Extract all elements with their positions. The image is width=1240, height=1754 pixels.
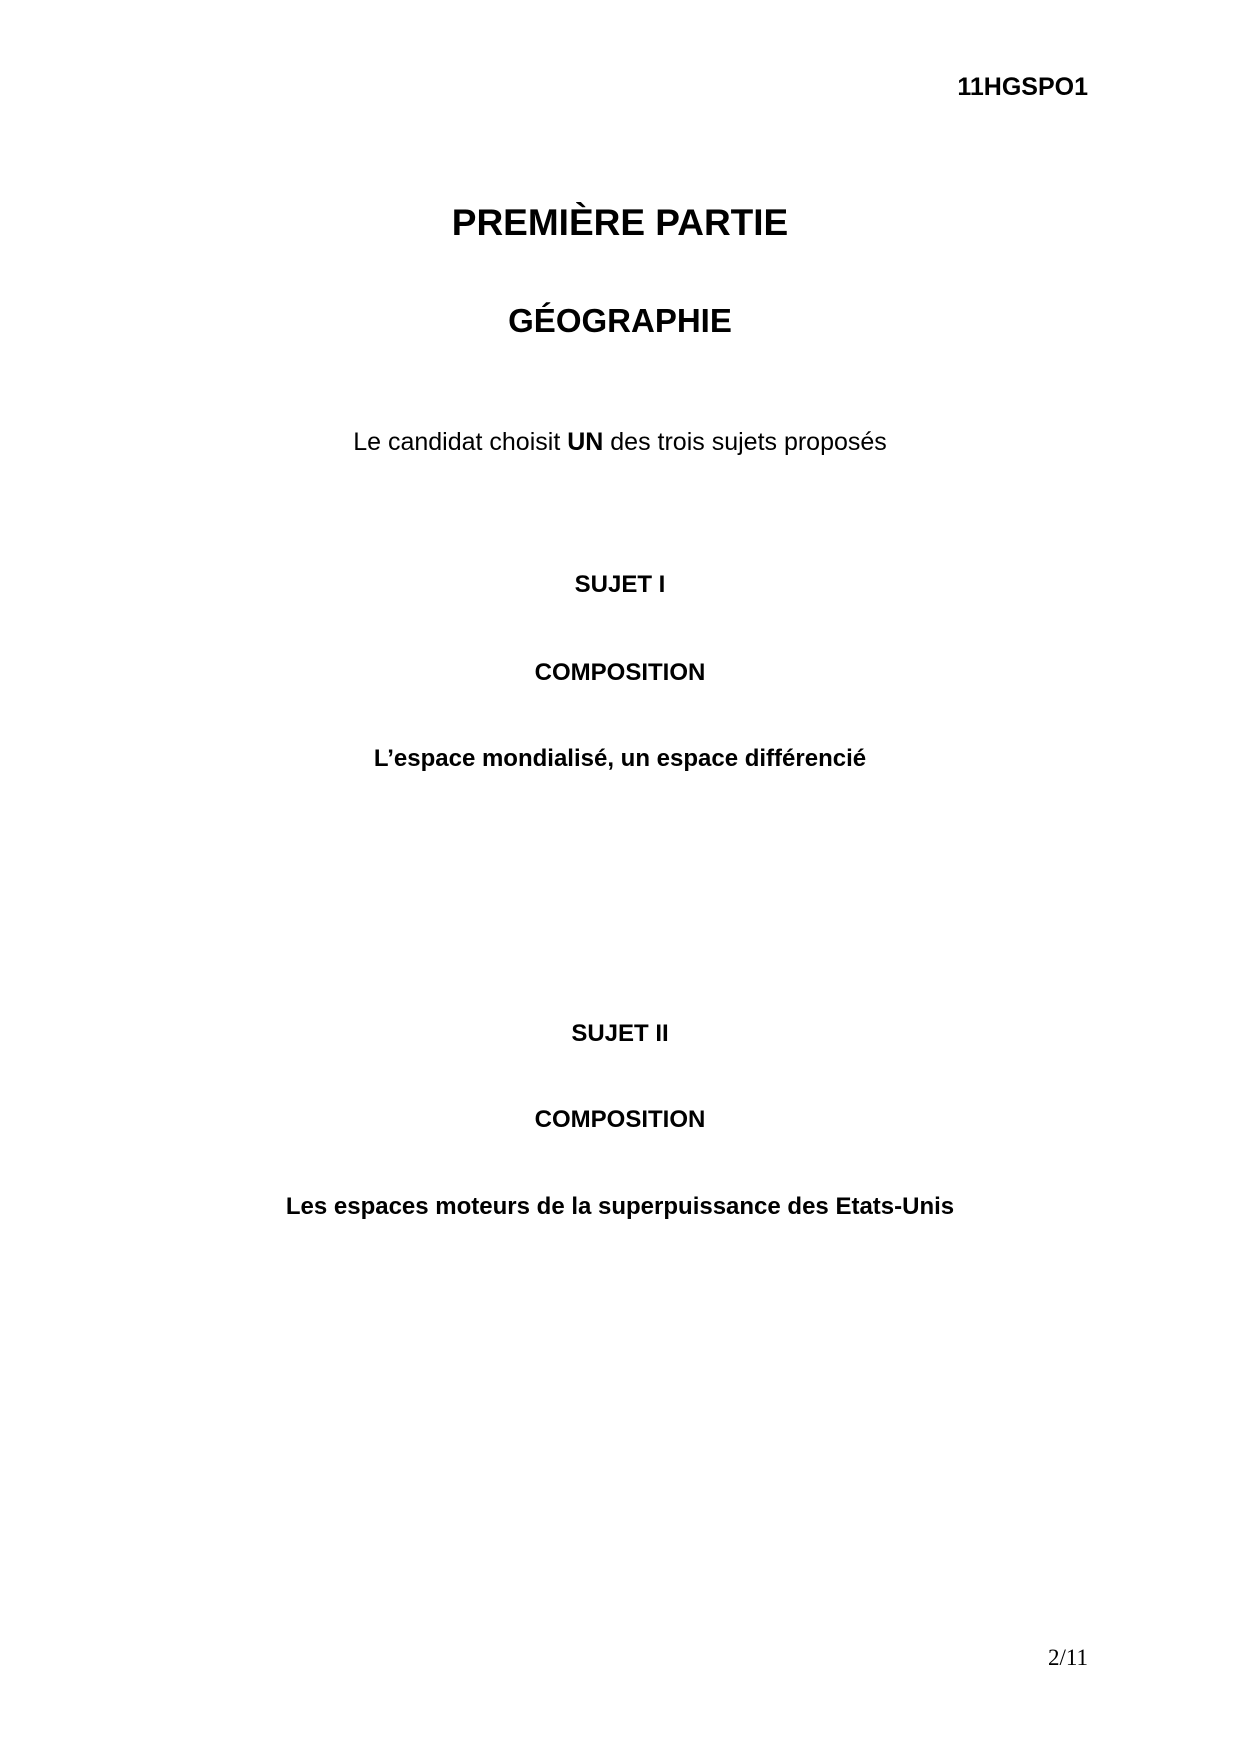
subject-1-label: SUJET I bbox=[574, 571, 666, 598]
instruction-before: Le candidat choisit bbox=[353, 428, 568, 456]
subject-1-type: COMPOSITION bbox=[534, 659, 706, 686]
instruction-text bbox=[0, 430, 1240, 455]
instruction-after: des trois sujets proposés bbox=[603, 428, 887, 456]
exam-code: 11HGSPO1 bbox=[957, 73, 1088, 101]
instruction-emphasis: UN bbox=[567, 428, 604, 456]
discipline-title: GÉOGRAPHIE bbox=[508, 302, 732, 339]
subject-2-title: Les espaces moteurs de la superpuissance des Etats-Unis bbox=[285, 1193, 955, 1220]
subject-2-label: SUJET II bbox=[571, 1020, 669, 1047]
subject-1-title: L’espace mondialisé, un espace différencié bbox=[373, 745, 867, 772]
subject-2-type: COMPOSITION bbox=[534, 1106, 706, 1133]
page-number: 2/11 bbox=[1047, 1645, 1088, 1670]
part-title: PREMIÈRE PARTIE bbox=[451, 202, 789, 243]
